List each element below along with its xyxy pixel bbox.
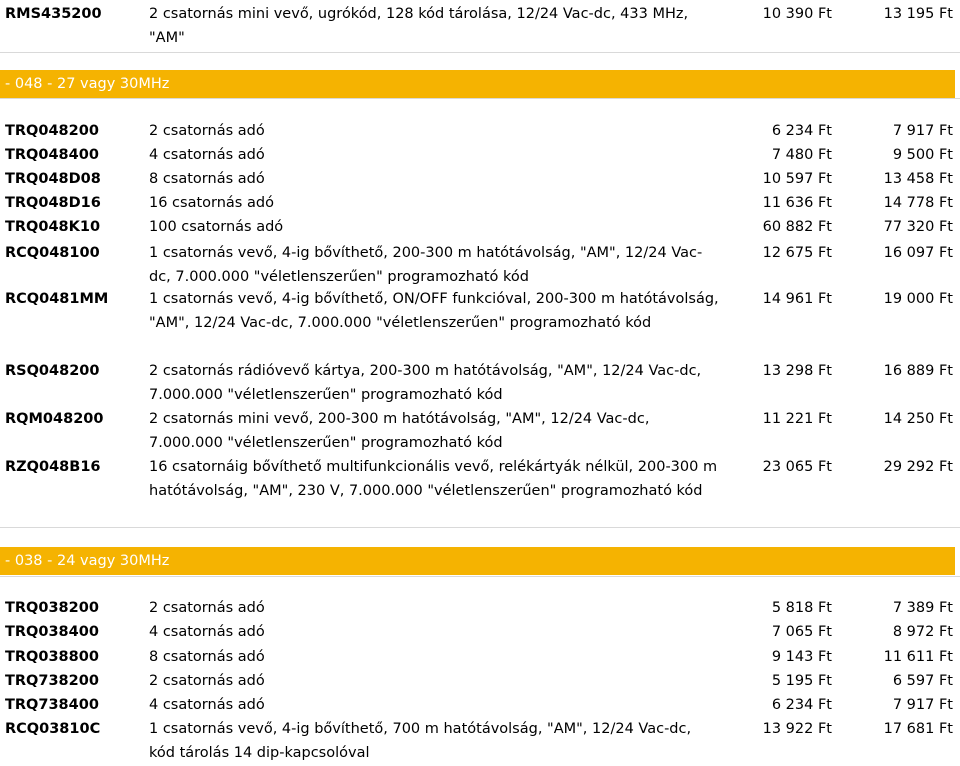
gross-price: 29 292 Ft: [883, 459, 953, 475]
row-divider: [0, 52, 960, 53]
table-row: [0, 191, 960, 215]
gross-price: 11 611 Ft: [883, 649, 953, 665]
product-code: TRQ048K10: [5, 219, 101, 235]
net-price: 6 234 Ft: [771, 123, 832, 139]
product-code: TRQ048D16: [5, 195, 101, 211]
table-row: [0, 620, 960, 644]
net-price: 5 195 Ft: [771, 673, 832, 689]
product-description: 8 csatornás adó: [149, 649, 265, 665]
product-description: 1 csatornás vevő, 4-ig bővíthető, 700 m hatótávolság, "AM", 12/24 Vac-dc, kód tárolás 14 dip-kapcsolóval: [149, 721, 692, 761]
section-title: - 048 - 27 vagy 30MHz: [5, 76, 170, 92]
row-divider: [0, 98, 960, 99]
gross-price: 6 597 Ft: [892, 673, 953, 689]
gross-price: 16 889 Ft: [883, 363, 953, 379]
row-divider: [0, 576, 960, 577]
product-description: 1 csatornás vevő, 4-ig bővíthető, ON/OFF funkcióval, 200-300 m hatótávolság, "AM", 12/24 Vac-dc, 7.000.000 "véletlenszerűen" programozható kód: [149, 291, 719, 331]
product-description: 4 csatornás adó: [149, 147, 265, 163]
product-code: TRQ038400: [5, 624, 99, 640]
product-code: TRQ048400: [5, 147, 99, 163]
product-description: 2 csatornás rádióvevő kártya, 200-300 m hatótávolság, "AM", 12/24 Vac-dc, 7.000.000 "véletlenszerűen" programozható kód: [149, 363, 702, 403]
table-row: [0, 669, 960, 693]
gross-price: 14 250 Ft: [883, 411, 953, 427]
product-description: 1 csatornás vevő, 4-ig bővíthető, 200-300 m hatótávolság, "AM", 12/24 Vac-dc, 7.000.000 "véletlenszerűen" programozható kód: [149, 245, 703, 285]
gross-price: 7 917 Ft: [892, 123, 953, 139]
table-row: [0, 215, 960, 239]
gross-price: 7 917 Ft: [892, 697, 953, 713]
product-code: RCQ048100: [5, 245, 100, 261]
table-row: [0, 167, 960, 191]
net-price: 10 390 Ft: [762, 6, 832, 22]
product-code: RZQ048B16: [5, 459, 101, 475]
product-description: 2 csatornás adó: [149, 673, 265, 689]
net-price: 10 597 Ft: [762, 171, 832, 187]
product-description: 100 csatornás adó: [149, 219, 284, 235]
section-header-038: [0, 547, 955, 575]
product-code: TRQ738200: [5, 673, 99, 689]
product-description: 16 csatornáig bővíthető multifunkcionális vevő, relékártyák nélkül, 200-300 m hatótávolság, "AM", 230 V, 7.000.000 "véletlenszerűen" programozható kód: [149, 459, 718, 499]
row-divider: [0, 527, 960, 528]
net-price: 12 675 Ft: [762, 245, 832, 261]
product-code: RCQ03810C: [5, 721, 101, 737]
table-row: [0, 693, 960, 717]
product-code: TRQ038200: [5, 600, 99, 616]
product-description: 4 csatornás adó: [149, 697, 265, 713]
product-code: TRQ738400: [5, 697, 99, 713]
net-price: 5 818 Ft: [771, 600, 832, 616]
gross-price: 77 320 Ft: [883, 219, 953, 235]
net-price: 60 882 Ft: [762, 219, 832, 235]
product-code: RMS435200: [5, 6, 102, 22]
net-price: 7 065 Ft: [771, 624, 832, 640]
net-price: 9 143 Ft: [771, 649, 832, 665]
product-description: 2 csatornás mini vevő, 200-300 m hatótávolság, "AM", 12/24 Vac-dc, 7.000.000 "véletlenszerűen" programozható kód: [149, 411, 650, 451]
net-price: 13 298 Ft: [762, 363, 832, 379]
product-code: TRQ038800: [5, 649, 99, 665]
net-price: 13 922 Ft: [762, 721, 832, 737]
product-description: 2 csatornás adó: [149, 123, 265, 139]
table-row: [0, 287, 960, 359]
table-row: [0, 143, 960, 167]
gross-price: 13 458 Ft: [883, 171, 953, 187]
product-code: TRQ048200: [5, 123, 99, 139]
table-row: [0, 241, 960, 289]
gross-price: 19 000 Ft: [883, 291, 953, 307]
product-code: TRQ048D08: [5, 171, 101, 187]
section-header-048: [0, 70, 955, 98]
table-row: [0, 407, 960, 455]
net-price: 6 234 Ft: [771, 697, 832, 713]
gross-price: 16 097 Ft: [883, 245, 953, 261]
product-description: 2 csatornás adó: [149, 600, 265, 616]
table-row: [0, 2, 960, 50]
gross-price: 9 500 Ft: [892, 147, 953, 163]
table-row: [0, 359, 960, 407]
table-row: [0, 717, 960, 765]
table-row: [0, 645, 960, 669]
table-row: [0, 455, 960, 527]
section-title: - 038 - 24 vagy 30MHz: [5, 553, 170, 569]
net-price: 11 636 Ft: [762, 195, 832, 211]
net-price: 14 961 Ft: [762, 291, 832, 307]
product-description: 2 csatornás mini vevő, ugrókód, 128 kód tárolása, 12/24 Vac-dc, 433 MHz, "AM": [149, 6, 689, 46]
gross-price: 17 681 Ft: [883, 721, 953, 737]
product-description: 8 csatornás adó: [149, 171, 265, 187]
gross-price: 14 778 Ft: [883, 195, 953, 211]
table-row: [0, 119, 960, 143]
product-code: RCQ0481MM: [5, 291, 109, 307]
product-code: RSQ048200: [5, 363, 100, 379]
product-description: 16 csatornás adó: [149, 195, 274, 211]
product-description: 4 csatornás adó: [149, 624, 265, 640]
table-row: [0, 596, 960, 620]
net-price: 11 221 Ft: [762, 411, 832, 427]
net-price: 23 065 Ft: [762, 459, 832, 475]
product-code: RQM048200: [5, 411, 104, 427]
gross-price: 13 195 Ft: [883, 6, 953, 22]
gross-price: 7 389 Ft: [892, 600, 953, 616]
gross-price: 8 972 Ft: [892, 624, 953, 640]
net-price: 7 480 Ft: [771, 147, 832, 163]
